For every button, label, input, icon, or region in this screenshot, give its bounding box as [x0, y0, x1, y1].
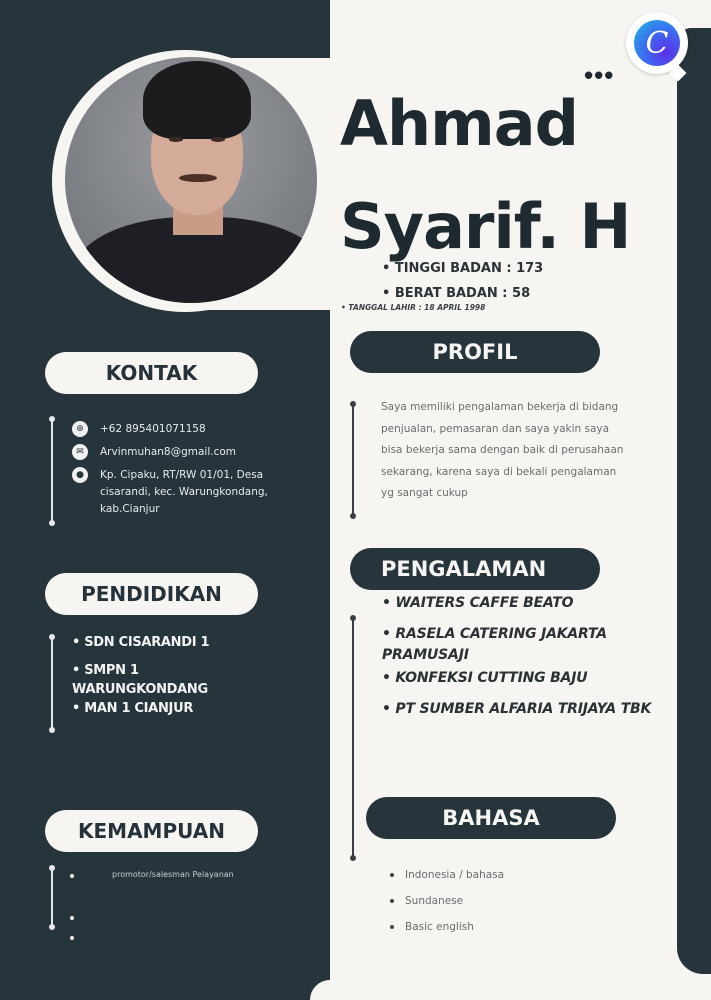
contact-phone: ⊕ +62 895401071158 — [72, 421, 300, 438]
education-item-continued: WARUNGKONDANG — [72, 682, 208, 697]
kontak-heading: KONTAK — [45, 352, 258, 394]
education-item: • SDN CISARANDI 1 — [72, 635, 210, 650]
experience-item: • WAITERS CAFFE BEATO — [382, 595, 574, 611]
location-pin-icon: ● — [72, 467, 88, 483]
pendidikan-heading: PENDIDIKAN — [45, 573, 258, 615]
kemampuan-timeline-bar — [51, 868, 53, 927]
resume-page: C ✦ ••• Ahmad Syarif. H • TINGGI BADAN : 173 • BERAT BADAN : 58 • TANGGAL LAHIR : 18 APRIL 1998 KONTAK ⊕ +62 895401071158 ✉ Arvinmuhan8@gmail.com ● Kp. Cipaku, RT/RW 01/01, Desa cisarandi, kec. Warungkondang, kab.Cianjur PENDIDIKAN • SDN CISARANDI 1 • SMPN 1 WARUNGKONDANG • MAN 1 CIANJUR KEMAMPUAN promotor/salesman Pelayanan PROFIL Saya memiliki pengalaman bekerja di bidang penjualan, pemasaran dan saya yakin saya bisa bekerja sama dengan baik di perusahaan sekarang, karena saya di bekali pengalaman yg sangat cukup PENGALAMAN • WAITERS CAFFE BEATO • RASELA CATERING JAKARTA PRAMUSAJI • KONFEKSI CUTTING BAJU • PT SUMBER ALFARIA TRIJAYA TBK BAHASA Indonesia / bahasa Sundanese Basic english — [0, 0, 711, 1000]
experience-item: • RASELA CATERING JAKARTA — [382, 626, 607, 642]
contact-list — [72, 421, 300, 524]
mail-icon: ✉ — [72, 444, 88, 460]
education-list — [72, 633, 209, 718]
language-item: Indonesia / bahasa — [390, 862, 504, 888]
name-last: Syarif. H — [340, 190, 631, 263]
education-item: • SMPN 1 — [72, 663, 139, 678]
canva-logo-icon: C — [634, 20, 680, 66]
more-dots-icon[interactable]: ••• — [584, 60, 615, 90]
weight-stat: • BERAT BADAN : 58 — [382, 286, 531, 301]
bullet-icon — [390, 899, 394, 903]
profile-photo — [65, 57, 317, 303]
sparkle-icon: ✦ — [633, 24, 642, 35]
experience-item: • KONFEKSI CUTTING BAJU — [382, 670, 588, 686]
profile-summary: Saya memiliki pengalaman bekerja di bidang penjualan, pemasaran dan saya yakin saya bisa bekerja sama dengan baik di perusahaan sekarang, karena saya di bekali pengalaman yg sangat cukup — [381, 401, 624, 499]
pengalaman-timeline-bar — [352, 618, 354, 858]
experience-list — [382, 593, 651, 720]
profil-timeline-bar — [352, 404, 354, 516]
kontak-timeline-bar — [51, 419, 53, 523]
bahasa-heading: BAHASA — [366, 797, 616, 839]
education-item: • MAN 1 CIANJUR — [72, 701, 194, 716]
bullet-icon — [70, 936, 74, 940]
body-stats — [382, 256, 543, 306]
bullet-icon — [390, 873, 394, 877]
experience-item-continued: PRAMUSAJI — [382, 647, 469, 663]
language-list — [390, 862, 504, 940]
pendidikan-timeline-bar — [51, 637, 53, 730]
name-first: Ahmad — [340, 87, 578, 160]
kemampuan-heading: KEMAMPUAN — [45, 810, 258, 852]
bullet-icon — [70, 874, 74, 878]
language-item: Basic english — [390, 914, 504, 940]
profil-heading: PROFIL — [350, 331, 600, 373]
bullet-icon — [70, 916, 74, 920]
contact-email: ✉ Arvinmuhan8@gmail.com — [72, 444, 300, 461]
canva-badge[interactable] — [626, 12, 688, 74]
bullet-icon — [390, 925, 394, 929]
full-name — [340, 72, 630, 278]
experience-item: • PT SUMBER ALFARIA TRIJAYA TBK — [382, 701, 652, 717]
pengalaman-heading: PENGALAMAN — [350, 548, 600, 590]
right-decorative-strip — [677, 28, 711, 974]
language-item: Sundanese — [390, 888, 504, 914]
height-stat: • TINGGI BADAN : 173 — [382, 261, 544, 276]
globe-icon: ⊕ — [72, 421, 88, 437]
contact-address: ● Kp. Cipaku, RT/RW 01/01, Desa cisarandi, kec. Warungkondang, kab.Cianjur — [72, 467, 300, 518]
date-of-birth: • TANGGAL LAHIR : 18 APRIL 1998 — [341, 303, 486, 312]
